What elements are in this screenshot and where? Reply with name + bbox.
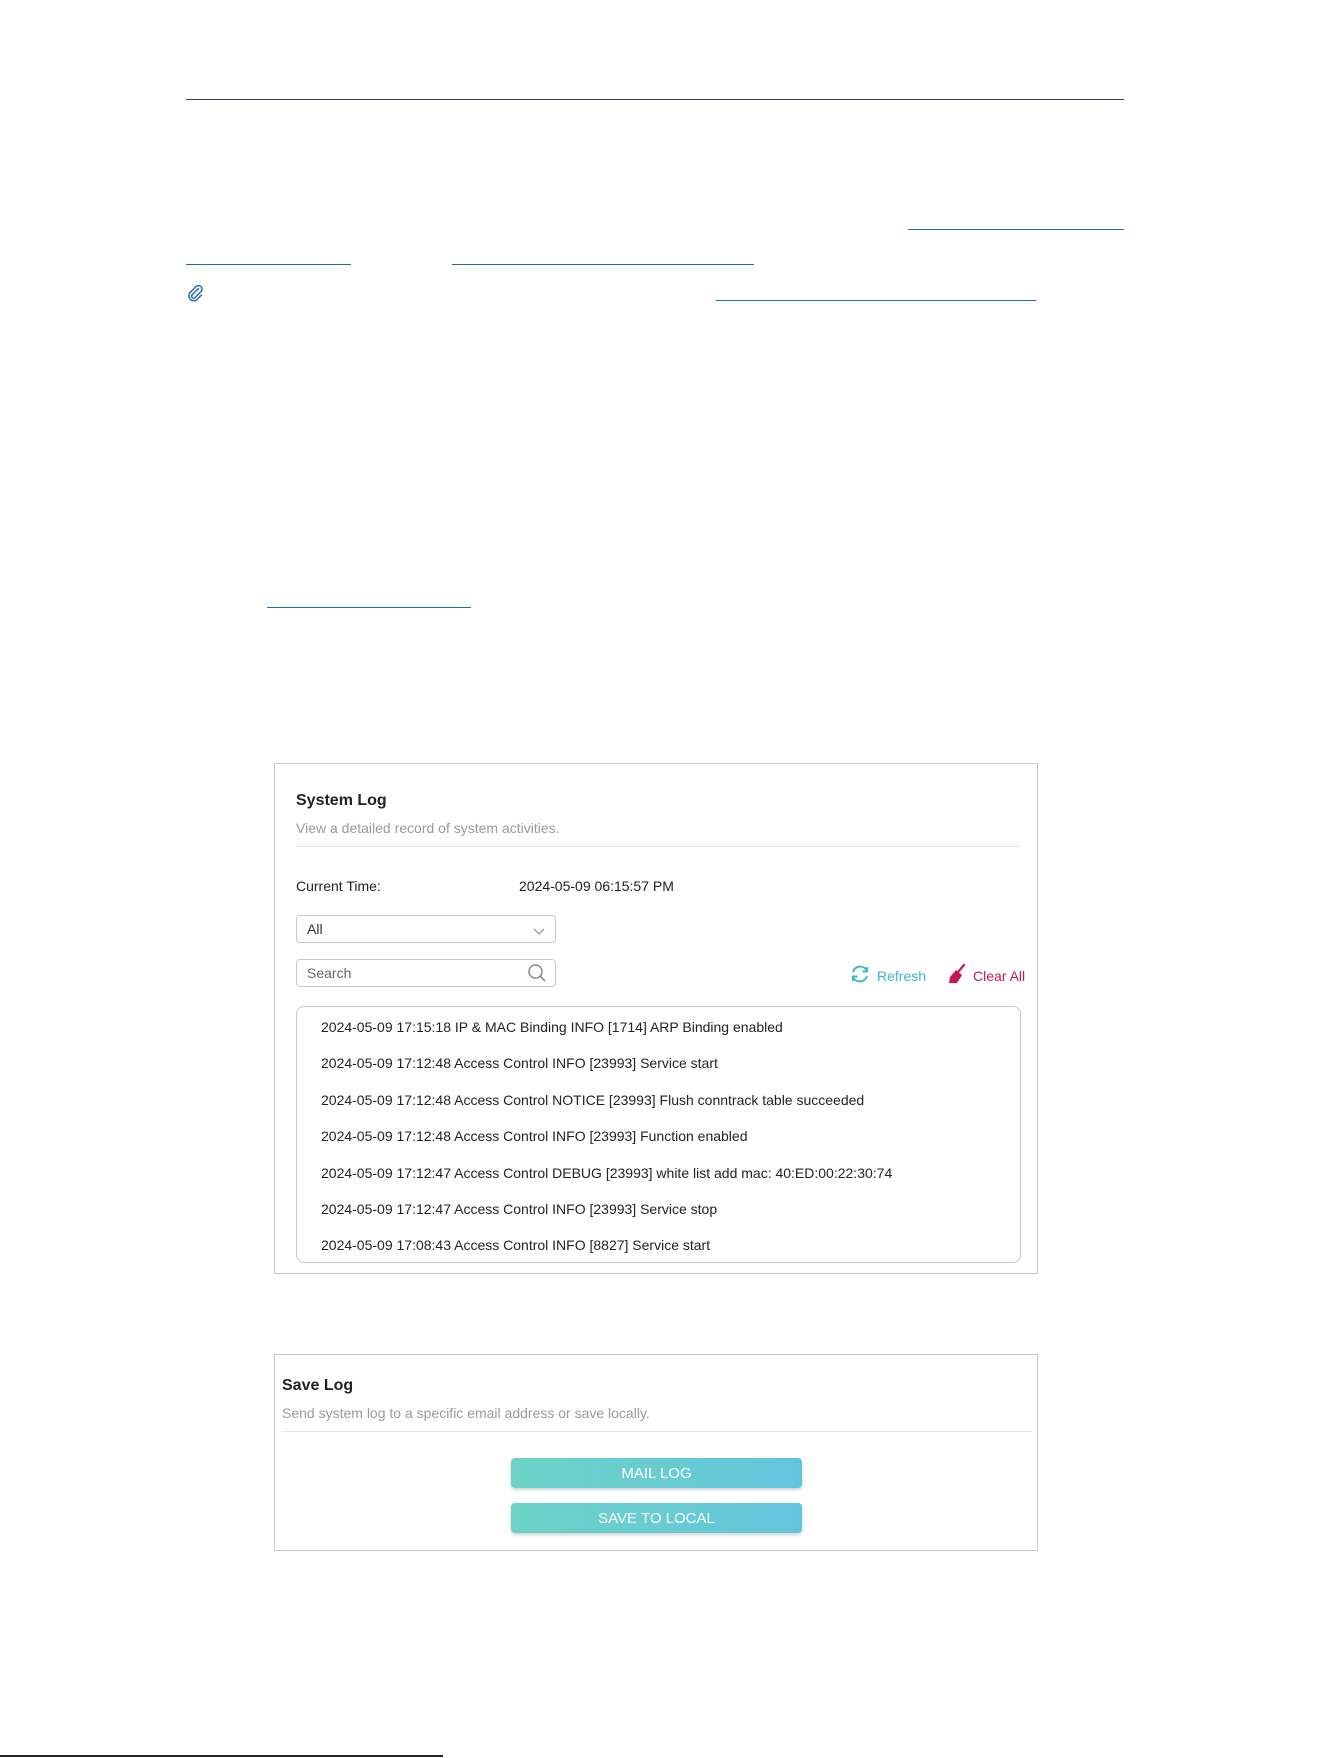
- system-log-divider: [296, 846, 1020, 847]
- log-entry: 2024-05-09 17:08:43 Access Control INFO [8827] Service start: [321, 1237, 711, 1253]
- link-underline-2[interactable]: [186, 264, 351, 265]
- footer-rule: [0, 1755, 443, 1757]
- link-underline-4[interactable]: [716, 300, 1036, 301]
- log-entry: 2024-05-09 17:12:48 Access Control INFO [23993] Function enabled: [321, 1128, 748, 1144]
- refresh-button[interactable]: [849, 963, 926, 988]
- log-entry: 2024-05-09 17:12:48 Access Control INFO [23993] Service start: [321, 1055, 718, 1071]
- paperclip-icon: [186, 284, 204, 307]
- clear-all-button[interactable]: [947, 963, 1025, 988]
- link-underline-5[interactable]: [267, 607, 471, 608]
- log-entry: 2024-05-09 17:12:47 Access Control INFO [23993] Service stop: [321, 1201, 718, 1217]
- refresh-label: Refresh: [877, 967, 927, 984]
- save-to-local-button[interactable]: SAVE TO LOCAL: [511, 1503, 802, 1533]
- clear-all-label: Clear All: [973, 967, 1026, 984]
- save-log-divider: [282, 1431, 1032, 1432]
- mail-log-button[interactable]: MAIL LOG: [511, 1458, 802, 1488]
- log-list[interactable]: [296, 1006, 1021, 1263]
- system-log-subtitle: View a detailed record of system activities.: [296, 820, 560, 836]
- refresh-icon: [849, 963, 871, 988]
- broom-icon: [947, 963, 967, 988]
- current-time-label: Current Time:: [296, 878, 381, 894]
- chevron-down-icon: [533, 923, 545, 939]
- link-underline-1[interactable]: [908, 229, 1124, 230]
- system-log-panel: [274, 763, 1038, 1274]
- current-time-value: 2024-05-09 06:15:57 PM: [519, 878, 674, 894]
- search-input[interactable]: [307, 964, 517, 982]
- search-icon[interactable]: [527, 963, 547, 988]
- save-log-subtitle: Send system log to a specific email address or save locally.: [282, 1405, 650, 1421]
- save-log-title: Save Log: [282, 1377, 354, 1394]
- log-level-value: All: [307, 921, 323, 937]
- search-box: [296, 959, 556, 987]
- system-log-title: System Log: [296, 792, 387, 809]
- header-rule: [186, 99, 1124, 100]
- log-entry: 2024-05-09 17:15:18 IP & MAC Binding INFO [1714] ARP Binding enabled: [321, 1019, 783, 1035]
- log-level-select[interactable]: [296, 915, 556, 943]
- log-entry: 2024-05-09 17:12:47 Access Control DEBUG [23993] white list add mac: 40:ED:00:22:30:74: [321, 1165, 893, 1181]
- log-entry: 2024-05-09 17:12:48 Access Control NOTICE [23993] Flush conntrack table succeeded: [321, 1092, 865, 1108]
- save-log-panel: [274, 1354, 1038, 1551]
- link-underline-3[interactable]: [452, 264, 754, 265]
